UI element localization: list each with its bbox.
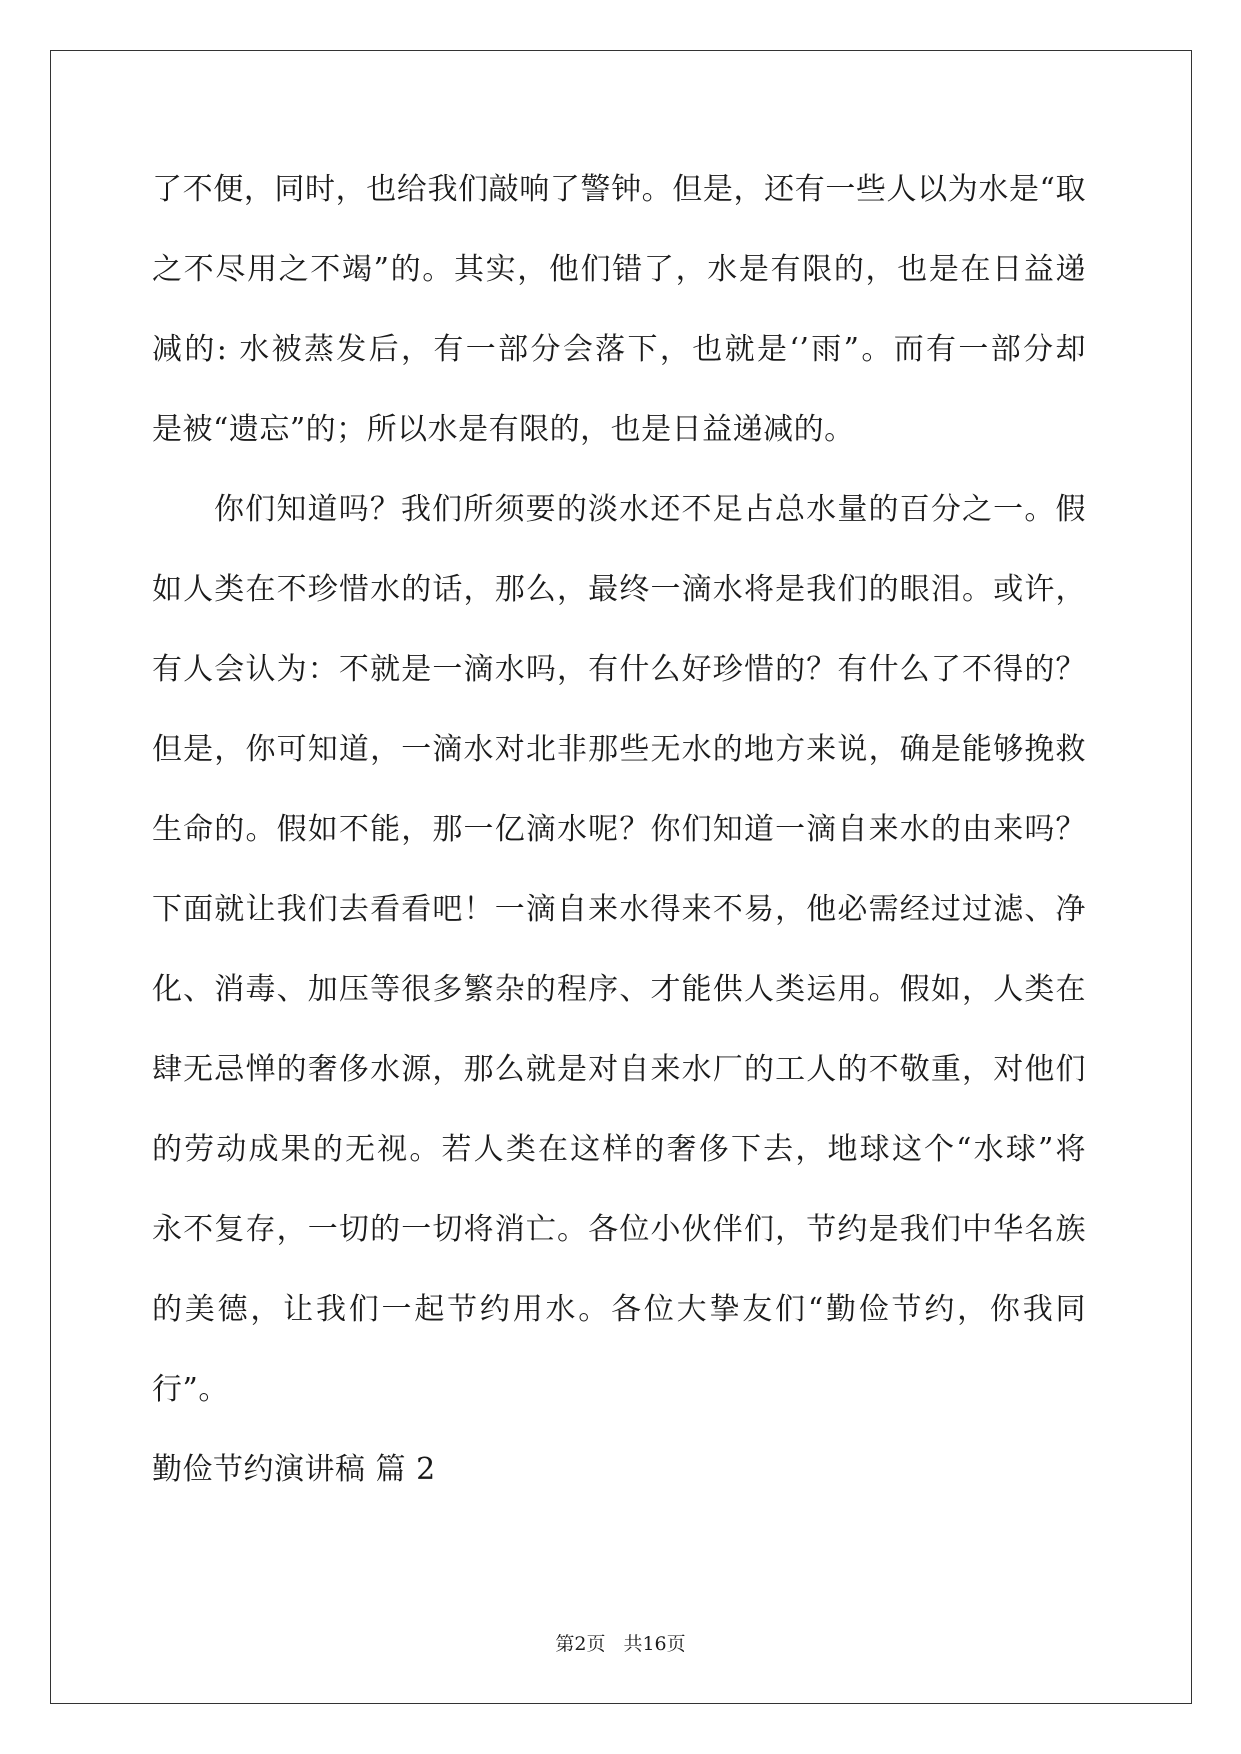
text-line: 减的: 水被蒸发后，有一部分会落下，也就是‘’雨”。而有一部分却 (152, 332, 1086, 367)
text-line: 永不复存，一切的一切将消亡。各位小伙伴们，节约是我们中华名族 (152, 1212, 1086, 1247)
text-line: 之不尽用之不竭”的。其实，他们错了，水是有限的，也是在日益递 (152, 252, 1086, 287)
page-total: 共16页 (623, 1633, 686, 1655)
text-line: 的美德，让我们一起节约用水。各位大挚友们“勤俭节约，你我同 (152, 1292, 1086, 1327)
text-line: 行”。 (152, 1372, 229, 1407)
text-line: 肆无忌惮的奢侈水源，那么就是对自来水厂的工人的不敬重，对他们 (152, 1052, 1086, 1087)
text-line: 的劳动成果的无视。若人类在这样的奢侈下去，地球这个“水球”将 (152, 1132, 1086, 1167)
text-line: 如人类在不珍惜水的话，那么，最终一滴水将是我们的眼泪。或许， (152, 572, 1086, 607)
text-line: 但是，你可知道，一滴水对北非那些无水的地方来说，确是能够挽救 (152, 732, 1086, 767)
document-body (152, 155, 1086, 1515)
page-number: 第2页 (555, 1633, 606, 1655)
text-line: 生命的。假如不能，那一亿滴水呢？你们知道一滴自来水的由来吗？ (152, 812, 1086, 847)
text-line: 下面就让我们去看看吧！一滴自来水得来不易，他必需经过过滤、净 (152, 892, 1086, 927)
page-footer (0, 1631, 1241, 1657)
text-line: 是被“遗忘”的；所以水是有限的，也是日益递减的。 (152, 412, 855, 447)
section-heading: 勤俭节约演讲稿 篇 2 (152, 1452, 436, 1487)
text-line: 有人会认为：不就是一滴水吗，有什么好珍惜的？有什么了不得的？ (152, 652, 1086, 687)
text-line: 了不便，同时，也给我们敲响了警钟。但是，还有一些人以为水是“取 (152, 172, 1086, 207)
paragraph-2 (152, 475, 1086, 1435)
text-line: 你们知道吗？我们所须要的淡水还不足占总水量的百分之一。假 (214, 492, 1086, 527)
paragraph-1 (152, 155, 1086, 475)
text-line: 化、消毒、加压等很多繁杂的程序、才能供人类运用。假如，人类在 (152, 972, 1086, 1007)
